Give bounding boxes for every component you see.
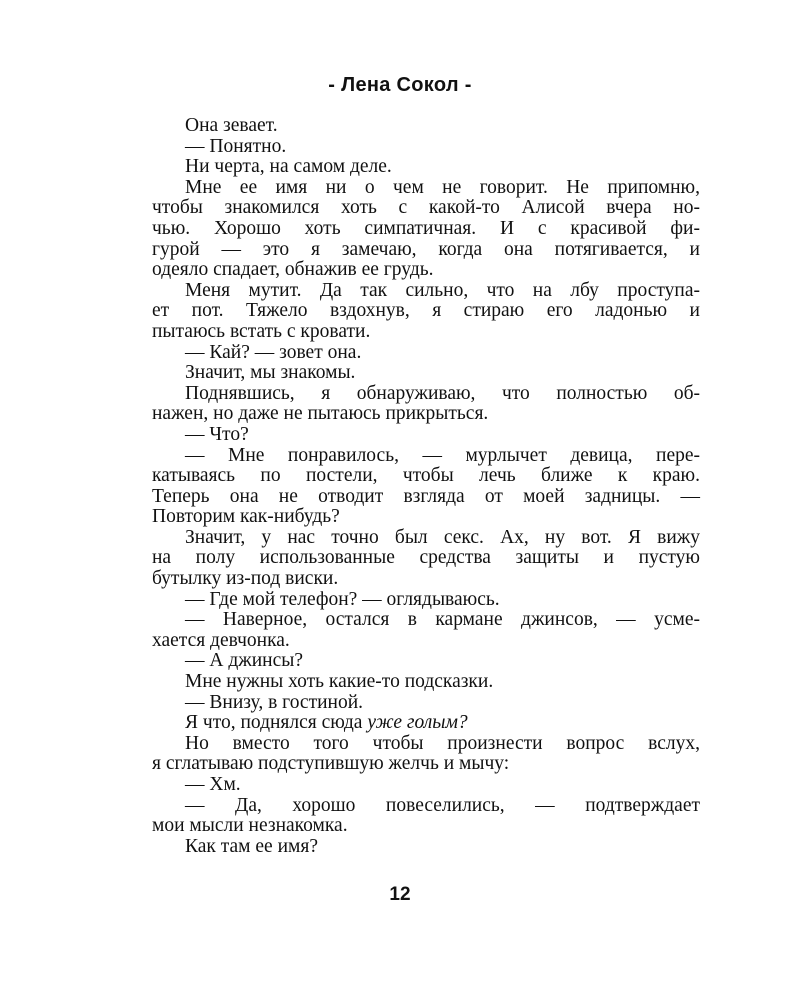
text-line: — Внизу, в гостиной.	[185, 691, 364, 713]
text-line: бутылку из-под виски.	[152, 568, 339, 590]
text-line: чтобы знакомился хоть с какой-то Алисой вчера но-	[152, 197, 700, 219]
text-line	[152, 713, 700, 734]
text-line: Меня мутит. Да так сильно, что на лбу проступа-	[185, 279, 700, 301]
text-line: Как там ее имя?	[185, 835, 318, 857]
text-line: Ни черта, на самом деле.	[185, 156, 392, 178]
text-line: — Мне понравилось, — мурлычет девица, пере-	[185, 444, 700, 466]
text-line: — А джинсы?	[185, 650, 304, 672]
text-line: Она зевает.	[185, 115, 278, 136]
text-line: Поднявшись, я обнаруживаю, что полностью об-	[185, 382, 700, 404]
text-line: — Хм.	[185, 774, 241, 795]
text-fragment: Я что, поднялся сюда	[185, 712, 368, 734]
text-line: на полу использованные средства защиты и пустую	[152, 547, 700, 569]
text-line: — Понятно.	[185, 135, 287, 157]
text-line: Мне ее имя ни о чем не говорит. Не припомню,	[185, 176, 700, 198]
text-line: мои мысли незнакомка.	[152, 815, 348, 837]
text-line: — Наверное, остался в кармане джинсов, — усме-	[185, 609, 700, 631]
text-line: Повторим как-нибудь?	[152, 506, 340, 528]
text-line: Теперь она не отводит взгляда от моей задницы. —	[152, 485, 700, 507]
italic-phrase: уже голым?	[367, 712, 468, 734]
text-line: я сглатываю подступившую желчь и мычу:	[152, 753, 510, 775]
running-header: - Лена Сокол -	[328, 74, 472, 96]
text-line: — Где мой телефон? — оглядываюсь.	[185, 588, 500, 610]
text-line: Значит, мы знакомы.	[185, 362, 356, 384]
text-line: — Что?	[185, 423, 249, 445]
text-line: пытаюсь встать с кровати.	[152, 320, 371, 342]
page-number: 12	[389, 884, 411, 905]
text-line: Но вместо того чтобы произнести вопрос вслух,	[185, 732, 700, 754]
text-line: нажен, но даже не пытаюсь прикрыться.	[152, 403, 489, 425]
body-text	[152, 116, 700, 857]
text-line: — Кай? — зовет она.	[185, 341, 362, 363]
text-line: чью. Хорошо хоть симпатичная. И с красивой фи-	[152, 217, 700, 239]
text-line: ет пот. Тяжело вздохнув, я стираю его ладонью и	[152, 300, 700, 322]
text-line: хается девчонка.	[152, 629, 290, 651]
text-line: катываясь по постели, чтобы лечь ближе к краю.	[152, 465, 700, 487]
text-line: гурой — это я замечаю, когда она потягивается, и	[152, 238, 700, 260]
text-line: — Да, хорошо повеселились, — подтверждает	[185, 794, 700, 816]
text-line: одеяло спадает, обнажив ее грудь.	[152, 259, 434, 281]
text-line: Мне нужны хоть какие-то подсказки.	[185, 671, 494, 693]
text-line: Значит, у нас точно был секс. Ах, ну вот. Я вижу	[185, 526, 700, 548]
